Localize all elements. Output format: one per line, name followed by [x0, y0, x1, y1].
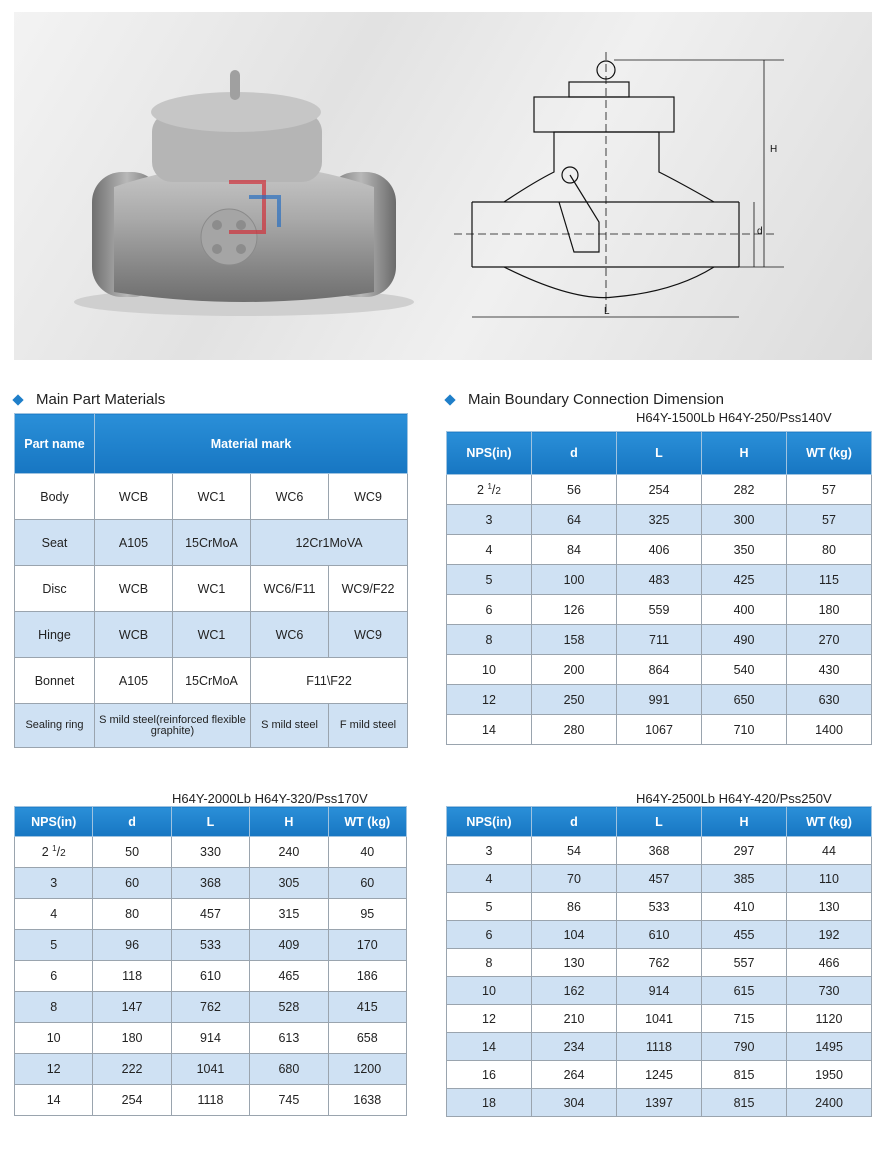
table-cell: 254	[617, 475, 702, 505]
table-cell: 1118	[617, 1033, 702, 1061]
material-cell: F11\F22	[251, 658, 408, 704]
column-header: H	[702, 807, 787, 837]
table-cell: 409	[250, 930, 328, 961]
table-cell: 1067	[617, 715, 702, 745]
table-cell: 730	[787, 977, 872, 1005]
table-cell: 658	[328, 1023, 406, 1054]
material-cell: WC1	[173, 566, 251, 612]
table-cell: 4	[15, 899, 93, 930]
table-cell: 610	[617, 921, 702, 949]
table-cell: 914	[171, 1023, 249, 1054]
table-cell: 8	[447, 949, 532, 977]
column-header: WT (kg)	[787, 807, 872, 837]
part-cell: Sealing ring	[15, 704, 95, 748]
table-cell: 2400	[787, 1089, 872, 1117]
table-row	[447, 1089, 872, 1117]
model-label-2500: H64Y-2500Lb H64Y-420/Pss250V	[636, 791, 832, 806]
table-cell: 914	[617, 977, 702, 1005]
table-cell: 44	[787, 837, 872, 865]
table-cell: 991	[617, 685, 702, 715]
table-cell: 1200	[328, 1054, 406, 1085]
table-cell: 110	[787, 865, 872, 893]
table-cell: 711	[617, 625, 702, 655]
nps-whole: 2	[41, 845, 49, 860]
material-cell: F mild steel	[329, 704, 408, 748]
table-cell: 4	[447, 535, 532, 565]
table-cell: 1041	[171, 1054, 249, 1085]
fraction-denominator: 2	[495, 486, 501, 498]
part-cell: Seat	[15, 520, 95, 566]
table-cell: 715	[702, 1005, 787, 1033]
table-cell: 64	[532, 505, 617, 535]
hero-illustration	[14, 12, 872, 360]
table-cell: 250	[532, 685, 617, 715]
column-header: NPS(in)	[15, 807, 93, 837]
fraction-slash: /	[491, 483, 496, 498]
table-row	[447, 977, 872, 1005]
table-cell: 410	[702, 893, 787, 921]
column-header: L	[171, 807, 249, 837]
table-row	[15, 992, 407, 1023]
table-cell: 350	[702, 535, 787, 565]
table-row	[447, 1005, 872, 1033]
table-cell: 5	[15, 930, 93, 961]
material-cell: WC6/F11	[251, 566, 329, 612]
table-cell: 415	[328, 992, 406, 1023]
fraction-numerator: 1	[487, 481, 492, 491]
table-row	[15, 1023, 407, 1054]
table-cell: 50	[93, 837, 171, 868]
table-row	[447, 625, 872, 655]
diamond-bullet-icon	[444, 394, 455, 405]
table-cell: 84	[532, 535, 617, 565]
column-header: d	[93, 807, 171, 837]
table-cell: 8	[15, 992, 93, 1023]
table-cell: 130	[532, 949, 617, 977]
material-cell: WC6	[251, 474, 329, 520]
column-header: NPS(in)	[447, 432, 532, 475]
table-row	[15, 837, 407, 868]
table-cell: 490	[702, 625, 787, 655]
table-row	[15, 566, 408, 612]
table-cell: 264	[532, 1061, 617, 1089]
table-cell: 104	[532, 921, 617, 949]
table-cell: 282	[702, 475, 787, 505]
materials-section-title	[14, 391, 165, 408]
table-cell: 745	[250, 1085, 328, 1116]
table-row	[15, 704, 408, 748]
table-cell: 118	[93, 961, 171, 992]
column-header: L	[617, 432, 702, 475]
part-cell: Body	[15, 474, 95, 520]
column-header: L	[617, 807, 702, 837]
table-row	[15, 612, 408, 658]
material-cell: WC9	[329, 612, 408, 658]
table-cell: 630	[787, 685, 872, 715]
table-cell: 1120	[787, 1005, 872, 1033]
table-cell: 12	[15, 1054, 93, 1085]
table-cell: 815	[702, 1061, 787, 1089]
dimensions-title-text: Main Boundary Connection Dimension	[468, 391, 724, 408]
table-cell: 615	[702, 977, 787, 1005]
table-cell: 1397	[617, 1089, 702, 1117]
table-cell: 457	[171, 899, 249, 930]
table-cell: 18	[447, 1089, 532, 1117]
dimension-table-2000lb	[14, 806, 407, 1116]
table-row	[447, 505, 872, 535]
table-cell: 5	[447, 565, 532, 595]
table-row	[447, 837, 872, 865]
drawing-label-h: H	[770, 144, 778, 155]
table-cell: 10	[447, 655, 532, 685]
material-cell: WCB	[95, 474, 173, 520]
table-row	[15, 474, 408, 520]
table-row	[447, 475, 872, 505]
table-cell: 12	[447, 1005, 532, 1033]
table-row	[447, 535, 872, 565]
table-cell: 10	[15, 1023, 93, 1054]
table-cell: 54	[532, 837, 617, 865]
table-cell: 297	[702, 837, 787, 865]
table-cell: 270	[787, 625, 872, 655]
table-cell: 3	[447, 837, 532, 865]
table-cell: 16	[447, 1061, 532, 1089]
table-cell: 200	[532, 655, 617, 685]
table-cell	[15, 837, 93, 868]
table-cell: 180	[93, 1023, 171, 1054]
table-cell: 368	[171, 868, 249, 899]
table-cell: 234	[532, 1033, 617, 1061]
dimension-table-1500lb	[446, 431, 872, 745]
table-cell: 80	[93, 899, 171, 930]
diamond-bullet-icon	[12, 394, 23, 405]
drawing-label-d: d	[757, 226, 763, 237]
nps-whole: 2	[477, 483, 484, 498]
table-row	[15, 899, 407, 930]
table-row	[447, 565, 872, 595]
hero-image-panel	[14, 12, 872, 360]
table-cell: 180	[787, 595, 872, 625]
drawing-label-l: L	[604, 306, 610, 317]
fraction-numerator: 1	[52, 844, 57, 854]
table-cell: 455	[702, 921, 787, 949]
table-cell: 115	[787, 565, 872, 595]
table-cell: 1041	[617, 1005, 702, 1033]
table-cell: 1638	[328, 1085, 406, 1116]
model-label-1500: H64Y-1500Lb H64Y-250/Pss140V	[636, 410, 832, 425]
table-cell: 457	[617, 865, 702, 893]
table-cell: 315	[250, 899, 328, 930]
table-cell: 158	[532, 625, 617, 655]
table-cell: 14	[447, 715, 532, 745]
table-cell: 559	[617, 595, 702, 625]
material-cell: WC9	[329, 474, 408, 520]
table-cell: 130	[787, 893, 872, 921]
table-cell: 95	[328, 899, 406, 930]
table-cell: 14	[15, 1085, 93, 1116]
table-cell: 540	[702, 655, 787, 685]
table-cell: 222	[93, 1054, 171, 1085]
table-cell: 60	[328, 868, 406, 899]
table-row	[15, 930, 407, 961]
table-cell: 126	[532, 595, 617, 625]
table-cell: 466	[787, 949, 872, 977]
table-cell: 6	[15, 961, 93, 992]
header-part-name: Part name	[15, 414, 95, 474]
table-row	[447, 1061, 872, 1089]
fraction-denominator: 2	[60, 848, 66, 860]
table-cell: 762	[171, 992, 249, 1023]
table-row	[447, 655, 872, 685]
table-cell: 610	[171, 961, 249, 992]
table-cell: 86	[532, 893, 617, 921]
table-cell: 147	[93, 992, 171, 1023]
table-row	[447, 921, 872, 949]
table-cell: 430	[787, 655, 872, 685]
table-cell: 6	[447, 921, 532, 949]
table-cell: 533	[617, 893, 702, 921]
table-cell: 57	[787, 475, 872, 505]
table-cell: 96	[93, 930, 171, 961]
table-cell: 680	[250, 1054, 328, 1085]
table-row	[447, 715, 872, 745]
column-header: H	[250, 807, 328, 837]
table-cell: 60	[93, 868, 171, 899]
table-cell: 8	[447, 625, 532, 655]
table-cell: 762	[617, 949, 702, 977]
column-header: H	[702, 432, 787, 475]
table-cell: 70	[532, 865, 617, 893]
part-cell: Disc	[15, 566, 95, 612]
table-cell: 400	[702, 595, 787, 625]
dimensions-section-title	[446, 391, 724, 408]
dimension-header-row	[15, 807, 407, 837]
material-cell: WCB	[95, 612, 173, 658]
materials-title-text: Main Part Materials	[36, 391, 166, 408]
table-cell: 790	[702, 1033, 787, 1061]
table-cell	[447, 475, 532, 505]
table-cell: 483	[617, 565, 702, 595]
table-cell: 710	[702, 715, 787, 745]
valve-technical-drawing	[454, 52, 784, 317]
model-label-2000: H64Y-2000Lb H64Y-320/Pss170V	[172, 791, 368, 806]
column-header: d	[532, 432, 617, 475]
column-header: d	[532, 807, 617, 837]
table-cell: 300	[702, 505, 787, 535]
dimension-table-2500lb	[446, 806, 872, 1117]
column-header: WT (kg)	[328, 807, 406, 837]
material-cell: A105	[95, 520, 173, 566]
material-cell: WC9/F22	[329, 566, 408, 612]
material-cell: WCB	[95, 566, 173, 612]
table-row	[15, 658, 408, 704]
valve-photo	[74, 70, 414, 316]
table-row	[15, 1085, 407, 1116]
table-row	[15, 1054, 407, 1085]
part-cell: Hinge	[15, 612, 95, 658]
table-row	[447, 865, 872, 893]
table-cell: 465	[250, 961, 328, 992]
table-cell: 1245	[617, 1061, 702, 1089]
table-cell: 100	[532, 565, 617, 595]
column-header: NPS(in)	[447, 807, 532, 837]
table-cell: 1400	[787, 715, 872, 745]
materials-header-row	[15, 414, 408, 474]
table-cell: 368	[617, 837, 702, 865]
table-cell: 557	[702, 949, 787, 977]
table-cell: 3	[447, 505, 532, 535]
table-row	[15, 961, 407, 992]
table-cell: 12	[447, 685, 532, 715]
material-cell: WC1	[173, 474, 251, 520]
table-cell: 10	[447, 977, 532, 1005]
materials-table	[14, 413, 408, 748]
material-cell: 12Cr1MoVA	[251, 520, 408, 566]
table-cell: 406	[617, 535, 702, 565]
table-cell: 170	[328, 930, 406, 961]
table-row	[447, 893, 872, 921]
table-cell: 192	[787, 921, 872, 949]
table-cell: 1950	[787, 1061, 872, 1089]
table-cell: 425	[702, 565, 787, 595]
table-cell: 6	[447, 595, 532, 625]
part-cell: Bonnet	[15, 658, 95, 704]
fraction-slash: /	[56, 845, 61, 860]
table-cell: 864	[617, 655, 702, 685]
table-cell: 305	[250, 868, 328, 899]
dimension-header-row	[447, 807, 872, 837]
table-row	[15, 868, 407, 899]
table-cell: 280	[532, 715, 617, 745]
table-cell: 240	[250, 837, 328, 868]
material-cell: 15CrMoA	[173, 658, 251, 704]
dimension-header-row	[447, 432, 872, 475]
table-cell: 56	[532, 475, 617, 505]
table-row	[447, 1033, 872, 1061]
table-row	[447, 685, 872, 715]
table-cell: 1118	[171, 1085, 249, 1116]
table-row	[447, 595, 872, 625]
table-cell: 613	[250, 1023, 328, 1054]
table-cell: 162	[532, 977, 617, 1005]
table-cell: 533	[171, 930, 249, 961]
material-cell: WC1	[173, 612, 251, 658]
material-cell: WC6	[251, 612, 329, 658]
material-cell: S mild steel	[251, 704, 329, 748]
table-cell: 815	[702, 1089, 787, 1117]
table-cell: 254	[93, 1085, 171, 1116]
table-cell: 4	[447, 865, 532, 893]
header-material-mark: Material mark	[95, 414, 408, 474]
table-cell: 14	[447, 1033, 532, 1061]
table-cell: 385	[702, 865, 787, 893]
table-cell: 3	[15, 868, 93, 899]
table-cell: 330	[171, 837, 249, 868]
table-cell: 1495	[787, 1033, 872, 1061]
table-row	[447, 949, 872, 977]
table-cell: 5	[447, 893, 532, 921]
table-cell: 40	[328, 837, 406, 868]
table-cell: 528	[250, 992, 328, 1023]
column-header: WT (kg)	[787, 432, 872, 475]
table-cell: 210	[532, 1005, 617, 1033]
table-row	[15, 520, 408, 566]
table-cell: 304	[532, 1089, 617, 1117]
table-cell: 186	[328, 961, 406, 992]
table-cell: 57	[787, 505, 872, 535]
table-cell: 325	[617, 505, 702, 535]
material-cell: A105	[95, 658, 173, 704]
material-cell: 15CrMoA	[173, 520, 251, 566]
table-cell: 650	[702, 685, 787, 715]
table-cell: 80	[787, 535, 872, 565]
material-cell: S mild steel(reinforced flexible graphite)	[95, 704, 251, 748]
